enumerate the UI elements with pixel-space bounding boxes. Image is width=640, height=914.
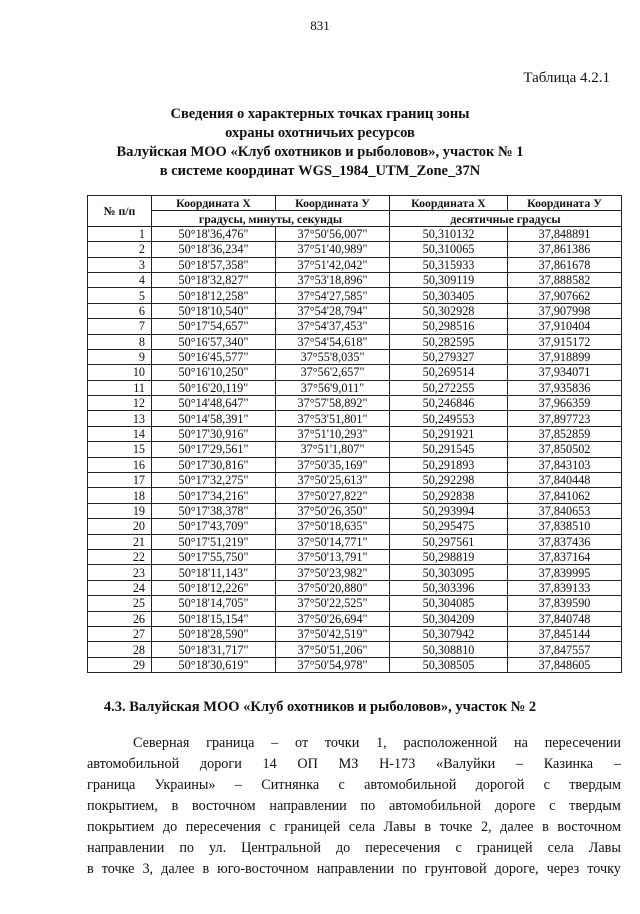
- cell-lon-dms: 37°50'13,791": [276, 549, 390, 564]
- cell-lat-decimal: 50,269514: [390, 365, 508, 380]
- cell-lon-decimal: 37,839133: [508, 580, 622, 595]
- cell-num: 26: [88, 611, 152, 626]
- cell-lon-dms: 37°50'42,519": [276, 626, 390, 641]
- cell-lon-decimal: 37,897723: [508, 411, 622, 426]
- cell-lon-dms: 37°50'54,978": [276, 657, 390, 672]
- cell-lon-decimal: 37,840448: [508, 473, 622, 488]
- title-line: Валуйская МОО «Клуб охотников и рыболовов», участок № 1: [116, 144, 524, 160]
- title-line: охраны охотничьих ресурсов: [225, 125, 415, 141]
- cell-num: 17: [88, 473, 152, 488]
- table-row: [88, 396, 622, 411]
- table-subheader-row: [88, 211, 622, 226]
- table-row: [88, 426, 622, 441]
- table-row: [88, 411, 622, 426]
- cell-num: 7: [88, 319, 152, 334]
- cell-lon-dms: 37°50'35,169": [276, 457, 390, 472]
- table-row: [88, 657, 622, 672]
- cell-lon-decimal: 37,966359: [508, 396, 622, 411]
- cell-lon-decimal: 37,848891: [508, 226, 622, 241]
- header-decimal: десятичные градусы: [390, 211, 622, 226]
- table-row: [88, 288, 622, 303]
- cell-num: 14: [88, 426, 152, 441]
- cell-lon-decimal: 37,935836: [508, 380, 622, 395]
- cell-num: 28: [88, 642, 152, 657]
- cell-lat-decimal: 50,303405: [390, 288, 508, 303]
- cell-lat-decimal: 50,292298: [390, 473, 508, 488]
- table-row: [88, 303, 622, 318]
- cell-lat-decimal: 50,293994: [390, 503, 508, 518]
- cell-lat-decimal: 50,282595: [390, 334, 508, 349]
- table-row: [88, 473, 622, 488]
- cell-lat-dms: 50°18'32,827": [152, 272, 276, 287]
- cell-num: 9: [88, 349, 152, 364]
- cell-lon-decimal: 37,888582: [508, 272, 622, 287]
- cell-lon-decimal: 37,918899: [508, 349, 622, 364]
- cell-lat-decimal: 50,303095: [390, 565, 508, 580]
- cell-num: 16: [88, 457, 152, 472]
- paragraph-line: автомобильной дороги 14 ОП МЗ Н-173 «Валуйки – Казинка –: [87, 756, 621, 772]
- cell-lat-decimal: 50,298819: [390, 549, 508, 564]
- cell-lon-dms: 37°56'2,657": [276, 365, 390, 380]
- table-row: [88, 642, 622, 657]
- cell-num: 8: [88, 334, 152, 349]
- cell-lat-decimal: 50,292838: [390, 488, 508, 503]
- table-row: [88, 334, 622, 349]
- cell-lon-dms: 37°57'58,892": [276, 396, 390, 411]
- table-row: [88, 272, 622, 287]
- cell-num: 4: [88, 272, 152, 287]
- cell-lon-decimal: 37,907998: [508, 303, 622, 318]
- table-label: Таблица 4.2.1: [523, 70, 610, 86]
- cell-num: 21: [88, 534, 152, 549]
- cell-lon-dms: 37°54'54,618": [276, 334, 390, 349]
- cell-lon-dms: 37°50'56,007": [276, 226, 390, 241]
- cell-lat-dms: 50°18'30,619": [152, 657, 276, 672]
- cell-lon-dms: 37°50'25,613": [276, 473, 390, 488]
- table-body: [88, 226, 622, 672]
- cell-lat-dms: 50°14'48,647": [152, 396, 276, 411]
- cell-lat-dms: 50°16'45,577": [152, 349, 276, 364]
- table-row: [88, 626, 622, 641]
- cell-num: 3: [88, 257, 152, 272]
- cell-lat-dms: 50°18'15,154": [152, 611, 276, 626]
- header-coord-x: Координата X: [152, 196, 276, 211]
- cell-lon-dms: 37°51'1,807": [276, 442, 390, 457]
- paragraph-line: направлении по ул. Центральной до пересечения с границей села Лавы: [87, 840, 621, 856]
- cell-lat-dms: 50°16'10,250": [152, 365, 276, 380]
- table-row: [88, 319, 622, 334]
- table-row: [88, 257, 622, 272]
- cell-lat-decimal: 50,298516: [390, 319, 508, 334]
- page-number: 831: [310, 18, 330, 33]
- cell-lon-dms: 37°50'23,982": [276, 565, 390, 580]
- cell-num: 19: [88, 503, 152, 518]
- cell-lat-dms: 50°18'10,540": [152, 303, 276, 318]
- cell-lat-dms: 50°17'34,216": [152, 488, 276, 503]
- cell-lat-decimal: 50,291893: [390, 457, 508, 472]
- header-dms: градусы, минуты, секунды: [152, 211, 390, 226]
- cell-lon-decimal: 37,840748: [508, 611, 622, 626]
- cell-lat-decimal: 50,297561: [390, 534, 508, 549]
- cell-lat-decimal: 50,279327: [390, 349, 508, 364]
- cell-lon-dms: 37°50'51,206": [276, 642, 390, 657]
- body-paragraph: [87, 733, 621, 880]
- title-line: Сведения о характерных точках границ зоны: [170, 106, 470, 122]
- cell-lon-decimal: 37,848605: [508, 657, 622, 672]
- paragraph-line: Северная граница – от точки 1, расположенной на пересечении: [133, 735, 621, 751]
- cell-lat-decimal: 50,307942: [390, 626, 508, 641]
- cell-lon-dms: 37°50'18,635": [276, 519, 390, 534]
- cell-lat-dms: 50°14'58,391": [152, 411, 276, 426]
- cell-num: 6: [88, 303, 152, 318]
- cell-num: 12: [88, 396, 152, 411]
- cell-lat-dms: 50°17'55,750": [152, 549, 276, 564]
- table-row: [88, 457, 622, 472]
- paragraph-line: граница Украины» – Ситнянка с автомобильной дорогой с твердым: [87, 777, 621, 793]
- cell-num: 2: [88, 242, 152, 257]
- cell-lon-dms: 37°56'9,011": [276, 380, 390, 395]
- paragraph-line: в точке 3, далее в юго-восточном направлении по грунтовой дороге, через точку: [87, 861, 621, 877]
- cell-lat-dms: 50°18'57,358": [152, 257, 276, 272]
- cell-lon-decimal: 37,839995: [508, 565, 622, 580]
- table-row: [88, 549, 622, 564]
- cell-lat-dms: 50°18'28,590": [152, 626, 276, 641]
- table-title: [0, 105, 640, 181]
- cell-num: 22: [88, 549, 152, 564]
- cell-lat-decimal: 50,302928: [390, 303, 508, 318]
- header-coord-y-decimal: Координата У: [508, 196, 622, 211]
- cell-lon-decimal: 37,861678: [508, 257, 622, 272]
- paragraph-line: покрытием до пересечения с границей села Лавы в точке 2, далее в восточном: [87, 819, 621, 835]
- cell-lon-dms: 37°50'27,822": [276, 488, 390, 503]
- cell-num: 13: [88, 411, 152, 426]
- table-row: [88, 488, 622, 503]
- cell-lat-decimal: 50,291545: [390, 442, 508, 457]
- cell-lon-dms: 37°51'10,293": [276, 426, 390, 441]
- cell-lat-decimal: 50,249553: [390, 411, 508, 426]
- header-coord-y: Координата У: [276, 196, 390, 211]
- cell-lat-dms: 50°18'36,476": [152, 226, 276, 241]
- section-heading: 4.3. Валуйская МОО «Клуб охотников и рыболовов», участок № 2: [103, 699, 537, 715]
- cell-lon-dms: 37°51'40,989": [276, 242, 390, 257]
- table-row: [88, 503, 622, 518]
- cell-num: 15: [88, 442, 152, 457]
- cell-num: 18: [88, 488, 152, 503]
- cell-lon-decimal: 37,843103: [508, 457, 622, 472]
- cell-num: 24: [88, 580, 152, 595]
- cell-lat-dms: 50°18'12,258": [152, 288, 276, 303]
- cell-lon-decimal: 37,850502: [508, 442, 622, 457]
- table-row: [88, 519, 622, 534]
- cell-lon-decimal: 37,837436: [508, 534, 622, 549]
- cell-lon-decimal: 37,840653: [508, 503, 622, 518]
- cell-lon-dms: 37°54'37,453": [276, 319, 390, 334]
- cell-lon-dms: 37°54'28,794": [276, 303, 390, 318]
- header-num: № п/п: [88, 196, 152, 227]
- cell-lat-dms: 50°17'51,219": [152, 534, 276, 549]
- cell-lat-decimal: 50,308810: [390, 642, 508, 657]
- table-row: [88, 442, 622, 457]
- cell-lon-dms: 37°50'20,880": [276, 580, 390, 595]
- cell-lat-decimal: 50,309119: [390, 272, 508, 287]
- cell-lat-dms: 50°17'43,709": [152, 519, 276, 534]
- cell-num: 20: [88, 519, 152, 534]
- cell-lon-dms: 37°51'42,042": [276, 257, 390, 272]
- cell-lat-dms: 50°17'38,378": [152, 503, 276, 518]
- table-row: [88, 349, 622, 364]
- cell-lon-decimal: 37,907662: [508, 288, 622, 303]
- paragraph-line: покрытием, в восточном направлении по автомобильной дороге с твердым: [87, 798, 621, 814]
- cell-lat-dms: 50°17'29,561": [152, 442, 276, 457]
- cell-num: 25: [88, 596, 152, 611]
- cell-lat-decimal: 50,303396: [390, 580, 508, 595]
- cell-lat-dms: 50°18'14,705": [152, 596, 276, 611]
- cell-lon-decimal: 37,934071: [508, 365, 622, 380]
- cell-lat-decimal: 50,315933: [390, 257, 508, 272]
- table-row: [88, 226, 622, 241]
- cell-lat-dms: 50°17'30,816": [152, 457, 276, 472]
- cell-lat-decimal: 50,304209: [390, 611, 508, 626]
- cell-lon-dms: 37°50'14,771": [276, 534, 390, 549]
- cell-lat-decimal: 50,291921: [390, 426, 508, 441]
- cell-lon-dms: 37°50'26,694": [276, 611, 390, 626]
- coordinates-table: [87, 195, 622, 673]
- cell-lat-decimal: 50,272255: [390, 380, 508, 395]
- cell-lat-dms: 50°17'32,275": [152, 473, 276, 488]
- table-row: [88, 534, 622, 549]
- cell-lat-dms: 50°18'31,717": [152, 642, 276, 657]
- cell-lon-dms: 37°55'8,035": [276, 349, 390, 364]
- cell-lat-dms: 50°17'54,657": [152, 319, 276, 334]
- table-row: [88, 242, 622, 257]
- cell-lat-dms: 50°18'11,143": [152, 565, 276, 580]
- cell-lon-dms: 37°50'22,525": [276, 596, 390, 611]
- cell-lon-decimal: 37,852859: [508, 426, 622, 441]
- cell-num: 5: [88, 288, 152, 303]
- cell-lon-decimal: 37,845144: [508, 626, 622, 641]
- cell-lat-dms: 50°16'20,119": [152, 380, 276, 395]
- cell-lon-decimal: 37,837164: [508, 549, 622, 564]
- cell-lon-dms: 37°54'27,585": [276, 288, 390, 303]
- cell-num: 1: [88, 226, 152, 241]
- cell-num: 29: [88, 657, 152, 672]
- cell-lat-dms: 50°18'36,234": [152, 242, 276, 257]
- cell-lon-decimal: 37,910404: [508, 319, 622, 334]
- table-row: [88, 611, 622, 626]
- cell-lon-decimal: 37,838510: [508, 519, 622, 534]
- cell-lat-decimal: 50,310132: [390, 226, 508, 241]
- cell-lat-decimal: 50,246846: [390, 396, 508, 411]
- header-coord-x-decimal: Координата X: [390, 196, 508, 211]
- cell-lat-dms: 50°18'12,226": [152, 580, 276, 595]
- cell-lat-decimal: 50,310065: [390, 242, 508, 257]
- cell-lon-dms: 37°53'51,801": [276, 411, 390, 426]
- cell-num: 27: [88, 626, 152, 641]
- cell-lon-decimal: 37,839590: [508, 596, 622, 611]
- table-row: [88, 365, 622, 380]
- table-row: [88, 596, 622, 611]
- table-row: [88, 580, 622, 595]
- table-header-row: [88, 196, 622, 211]
- cell-lon-dms: 37°53'18,896": [276, 272, 390, 287]
- cell-num: 23: [88, 565, 152, 580]
- table-row: [88, 380, 622, 395]
- cell-lon-decimal: 37,847557: [508, 642, 622, 657]
- table-row: [88, 565, 622, 580]
- cell-lat-dms: 50°17'30,916": [152, 426, 276, 441]
- cell-lat-dms: 50°16'57,340": [152, 334, 276, 349]
- title-line: в системе координат WGS_1984_UTM_Zone_37N: [159, 163, 481, 179]
- cell-num: 10: [88, 365, 152, 380]
- cell-lon-dms: 37°50'26,350": [276, 503, 390, 518]
- cell-lon-decimal: 37,861386: [508, 242, 622, 257]
- cell-lon-decimal: 37,915172: [508, 334, 622, 349]
- cell-lat-decimal: 50,308505: [390, 657, 508, 672]
- cell-lat-decimal: 50,295475: [390, 519, 508, 534]
- cell-lon-decimal: 37,841062: [508, 488, 622, 503]
- cell-lat-decimal: 50,304085: [390, 596, 508, 611]
- cell-num: 11: [88, 380, 152, 395]
